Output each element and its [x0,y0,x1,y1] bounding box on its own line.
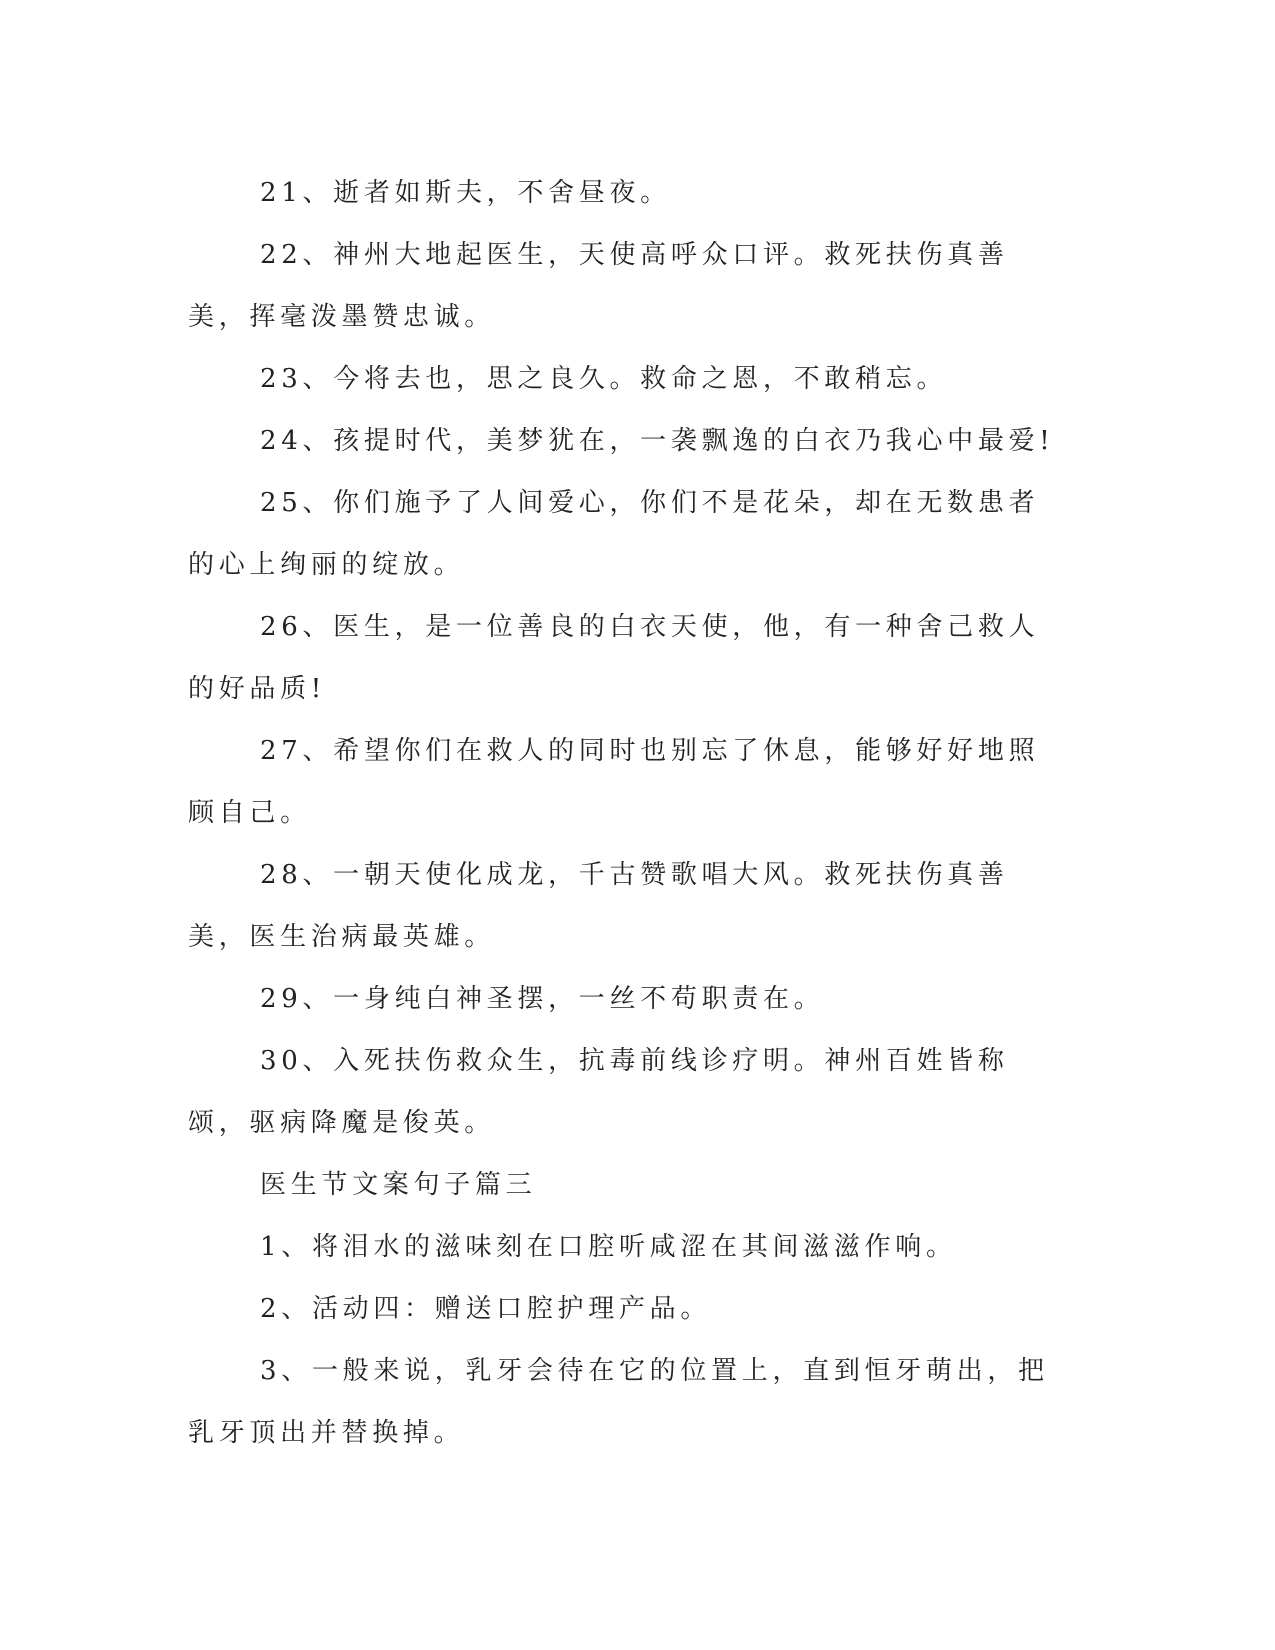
document-body [188,162,1068,1464]
paragraph-26: 26、医生，是一位善良的白衣天使，他，有一种舍己救人的好品质! [188,612,1040,704]
paragraph-30: 30、入死扶伤救众生，抗毒前线诊疗明。神州百姓皆称颂，驱病降魔是俊英。 [188,1046,1009,1138]
paragraph-25: 25、你们施予了人间爱心，你们不是花朵，却在无数患者的心上绚丽的绽放。 [188,488,1040,580]
section-heading: 医生节文案句子篇三 [260,1170,537,1200]
paragraph-27: 27、希望你们在救人的同时也别忘了休息，能够好好地照顾自己。 [188,736,1040,828]
paragraph-3: 3、一般来说，乳牙会待在它的位置上，直到恒牙萌出，把乳牙顶出并替换掉。 [188,1356,1049,1448]
paragraph-24: 24、孩提时代，美梦犹在，一袭飘逸的白衣乃我心中最爱! [260,426,1055,456]
paragraph-21: 21、逝者如斯夫，不舍昼夜。 [260,178,671,208]
paragraph-28: 28、一朝天使化成龙，千古赞歌唱大风。救死扶伤真善美，医生治病最英雄。 [188,860,1009,952]
paragraph-23: 23、今将去也，思之良久。救命之恩，不敢稍忘。 [260,364,948,394]
paragraph-1: 1、将泪水的滋味刻在口腔听咸涩在其间滋滋作响。 [260,1232,957,1262]
paragraph-22: 22、神州大地起医生，天使高呼众口评。救死扶伤真善美，挥毫泼墨赞忠诚。 [188,240,1009,332]
paragraph-29: 29、一身纯白神圣摆，一丝不苟职责在。 [260,984,825,1014]
paragraph-2: 2、活动四：赠送口腔护理产品。 [260,1294,712,1324]
